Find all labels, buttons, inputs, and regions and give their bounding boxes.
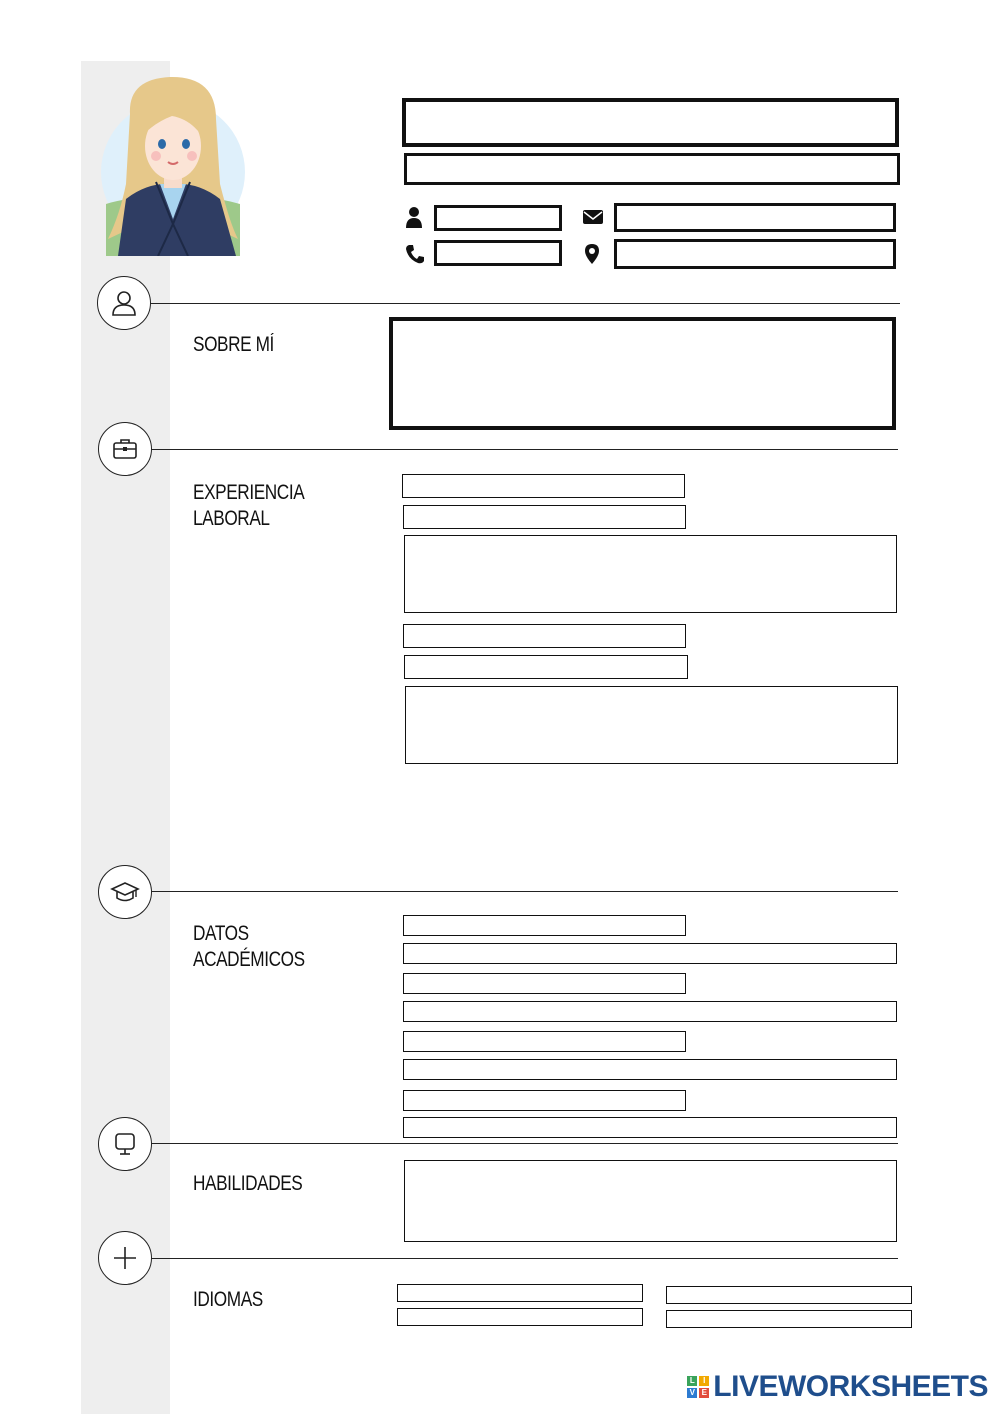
email-field[interactable] xyxy=(614,203,896,232)
about-input[interactable] xyxy=(393,321,892,426)
edu4-title-field[interactable] xyxy=(403,1090,686,1111)
phone-field[interactable] xyxy=(434,240,562,266)
language1-name-input[interactable] xyxy=(398,1285,642,1301)
logo-letter: V xyxy=(687,1388,697,1398)
section-icon-languages xyxy=(98,1231,152,1285)
edu4-school-field[interactable] xyxy=(403,1117,897,1138)
briefcase-icon xyxy=(111,435,139,463)
job1-title-field[interactable] xyxy=(402,474,685,498)
logo-letter: E xyxy=(699,1388,709,1398)
plus-icon xyxy=(111,1244,139,1272)
skills-input[interactable] xyxy=(405,1161,896,1241)
job2-company-input[interactable] xyxy=(405,656,687,678)
edu2-title-input[interactable] xyxy=(404,974,685,993)
section-divider xyxy=(150,891,898,892)
edu3-school-input[interactable] xyxy=(404,1060,896,1079)
section-icon-experience xyxy=(98,422,152,476)
sidebar-strip xyxy=(81,61,170,1414)
envelope-icon xyxy=(582,206,604,228)
job2-company-field[interactable] xyxy=(404,655,688,679)
language2-level-field[interactable] xyxy=(666,1310,912,1328)
section-divider xyxy=(150,1258,898,1259)
job2-title-field[interactable] xyxy=(403,624,686,648)
logo-letter: I xyxy=(699,1376,709,1386)
section-title-academic: DATOS ACADÉMICOS xyxy=(193,922,305,971)
language2-level-input[interactable] xyxy=(667,1311,911,1327)
address-field[interactable] xyxy=(614,239,896,269)
section-divider xyxy=(150,449,898,450)
edu1-school-input[interactable] xyxy=(404,944,896,963)
email-input[interactable] xyxy=(617,206,893,229)
section-title-skills: HABILIDADES xyxy=(193,1172,303,1195)
edu2-school-input[interactable] xyxy=(404,1002,896,1021)
job2-description-input[interactable] xyxy=(406,687,897,763)
section-icon-academic xyxy=(98,865,152,919)
profession-field[interactable] xyxy=(404,153,900,185)
job1-description-input[interactable] xyxy=(405,536,896,612)
skills-field[interactable] xyxy=(404,1160,897,1242)
job1-description-field[interactable] xyxy=(404,535,897,613)
section-icon-skills xyxy=(98,1117,152,1171)
edu2-school-field[interactable] xyxy=(403,1001,897,1022)
section-divider xyxy=(150,1143,898,1144)
graduation-cap-icon xyxy=(110,878,140,906)
avatar xyxy=(98,74,248,256)
edu1-school-field[interactable] xyxy=(403,943,897,964)
job1-title-input[interactable] xyxy=(403,475,684,497)
section-divider xyxy=(150,303,900,304)
person-icon xyxy=(110,289,138,317)
section-title-languages: IDIOMAS xyxy=(193,1288,263,1311)
liveworksheets-logo xyxy=(687,1370,988,1404)
language2-name-field[interactable] xyxy=(666,1286,912,1304)
age-input[interactable] xyxy=(437,208,559,228)
phone-icon xyxy=(404,243,426,265)
about-textarea[interactable] xyxy=(389,317,896,430)
location-pin-icon xyxy=(581,243,603,265)
language2-name-input[interactable] xyxy=(667,1287,911,1303)
section-icon-about xyxy=(97,276,151,330)
section-title-experience: EXPERIENCIA LABORAL xyxy=(193,481,305,530)
edu1-title-field[interactable] xyxy=(403,915,686,936)
edu3-title-field[interactable] xyxy=(403,1031,686,1052)
logo-text: LIVEWORKSHEETS xyxy=(713,1370,988,1403)
address-input[interactable] xyxy=(617,242,893,266)
job2-title-input[interactable] xyxy=(404,625,685,647)
job1-company-field[interactable] xyxy=(403,505,686,529)
age-field[interactable] xyxy=(434,205,562,231)
edu1-title-input[interactable] xyxy=(404,916,685,935)
name-input[interactable] xyxy=(406,102,895,143)
language1-name-field[interactable] xyxy=(397,1284,643,1302)
language1-level-input[interactable] xyxy=(398,1309,642,1325)
monitor-icon xyxy=(111,1130,139,1158)
logo-letter: L xyxy=(687,1376,697,1386)
profession-input[interactable] xyxy=(407,156,897,182)
edu4-title-input[interactable] xyxy=(404,1091,685,1110)
job1-company-input[interactable] xyxy=(404,506,685,528)
phone-input[interactable] xyxy=(437,243,559,263)
language1-level-field[interactable] xyxy=(397,1308,643,1326)
edu4-school-input[interactable] xyxy=(404,1118,896,1137)
person-icon xyxy=(403,206,425,228)
logo-mark xyxy=(687,1376,709,1398)
name-field[interactable] xyxy=(402,98,899,147)
job2-description-field[interactable] xyxy=(405,686,898,764)
edu3-title-input[interactable] xyxy=(404,1032,685,1051)
edu2-title-field[interactable] xyxy=(403,973,686,994)
section-title-about: SOBRE MÍ xyxy=(193,333,274,356)
edu3-school-field[interactable] xyxy=(403,1059,897,1080)
